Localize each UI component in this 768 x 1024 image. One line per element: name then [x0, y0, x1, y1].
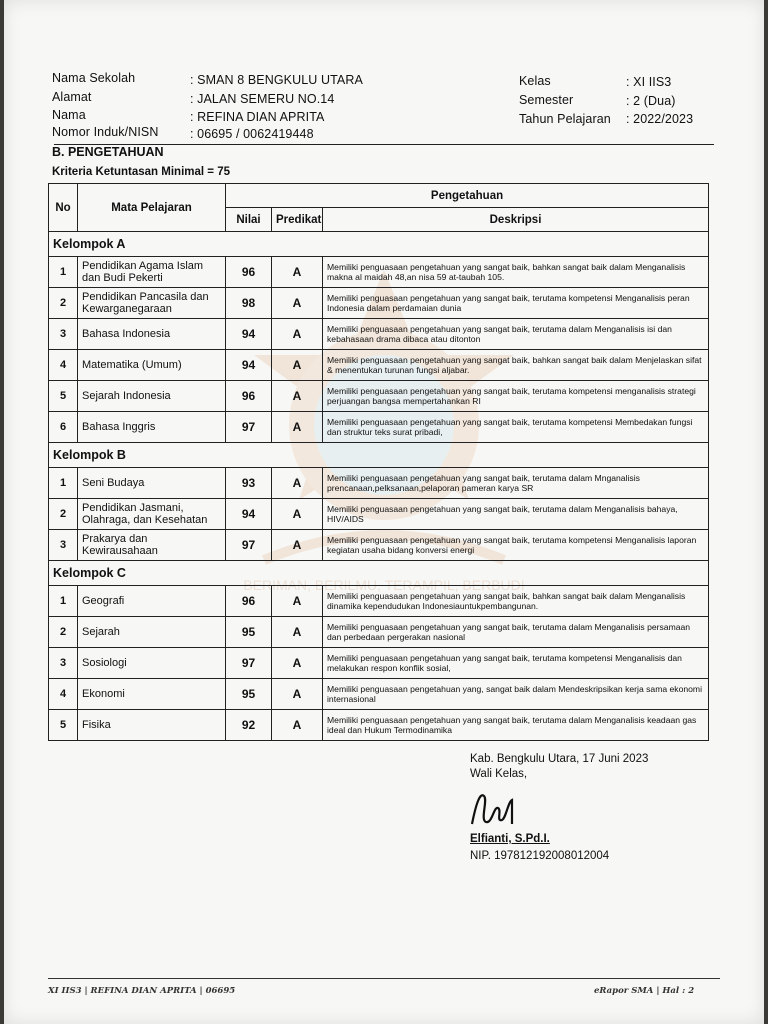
- col-header-predikat: Predikat: [272, 208, 323, 232]
- subject-name: Sosiologi: [78, 648, 226, 679]
- class-value: : XI IIS3: [626, 75, 672, 89]
- score-value: 96: [226, 257, 272, 288]
- footer-divider: [48, 978, 720, 979]
- table-row: [49, 499, 709, 530]
- semester-label: Semester: [519, 93, 574, 107]
- subject-name: Matematika (Umum): [78, 350, 226, 381]
- description-text: Memiliki penguasaan pengetahuan yang sangat baik, terutama dalam Menganalisis bahaya, HIV/AIDS: [323, 499, 709, 530]
- col-header-nilai: Nilai: [226, 208, 272, 232]
- semester-value: : 2 (Dua): [626, 94, 676, 108]
- subject-name: Pendidikan Jasmani, Olahraga, dan Kesehatan: [78, 499, 226, 530]
- student-name-label: Nama: [52, 108, 86, 122]
- score-value: 94: [226, 319, 272, 350]
- school-year-value: : 2022/2023: [626, 112, 694, 126]
- score-value: 92: [226, 710, 272, 741]
- subject-name: Ekonomi: [78, 679, 226, 710]
- report-page: [4, 0, 764, 1024]
- grade-predicate: A: [272, 468, 323, 499]
- table-row: [49, 468, 709, 499]
- table-row: [49, 530, 709, 561]
- sign-role: Wali Kelas,: [470, 768, 528, 780]
- grade-predicate: A: [272, 499, 323, 530]
- section-title: B. PENGETAHUAN: [52, 145, 164, 159]
- table-row: [49, 679, 709, 710]
- description-text: Memiliki penguasaan pengetahuan yang sangat baik, bahkan sangat baik dalam Menganalisis makna al maidah 48,an nisa 59 at-taubah 105.: [323, 257, 709, 288]
- grade-predicate: A: [272, 257, 323, 288]
- watermark-motto: BERIMAN, BERILMU, TERAMPIL, BERBUDI: [243, 577, 525, 593]
- school-year-label: Tahun Pelajaran: [519, 112, 611, 126]
- table-row: [49, 288, 709, 319]
- description-text: Memiliki penguasaan pengetahuan yang sangat baik, terutama dalam Menganalisis keadaan gas ideal dan Hukum Termodinamika: [323, 710, 709, 741]
- row-number: 2: [49, 288, 78, 319]
- row-number: 3: [49, 648, 78, 679]
- score-value: 94: [226, 499, 272, 530]
- score-value: 96: [226, 586, 272, 617]
- description-text: Memiliki penguasaan pengetahuan yang sangat baik, bahkan sangat baik dalam Menganalisis dinamika kependudukan Indonesiauntukpembangunan.: [323, 586, 709, 617]
- table-row: [49, 350, 709, 381]
- grade-predicate: A: [272, 586, 323, 617]
- score-value: 94: [226, 350, 272, 381]
- teacher-name: Elfianti, S.Pd.I.: [470, 833, 550, 845]
- grade-predicate: A: [272, 350, 323, 381]
- grade-predicate: A: [272, 617, 323, 648]
- score-value: 96: [226, 381, 272, 412]
- row-number: 6: [49, 412, 78, 443]
- score-value: 95: [226, 679, 272, 710]
- group-name: Kelompok A: [49, 232, 709, 257]
- row-number: 2: [49, 617, 78, 648]
- sign-place-date: Kab. Bengkulu Utara, 17 Juni 2023: [470, 753, 649, 765]
- teacher-nip: NIP. 197812192008012004: [470, 850, 610, 862]
- grades-table: [48, 183, 709, 741]
- description-text: Memiliki penguasaan pengetahuan yang sangat baik, terutama dalam Mnganalisis prencanaan,pelksanaan,pelaporan pameran karya SR: [323, 468, 709, 499]
- school-name-label: Nama Sekolah: [52, 71, 136, 85]
- description-text: Memiliki penguasaan pengetahuan yang sangat baik, terutama kompetensi menganalisis strategi perjuangan bangsa mempertahankan RI: [323, 381, 709, 412]
- score-value: 95: [226, 617, 272, 648]
- row-number: 1: [49, 586, 78, 617]
- description-text: Memiliki penguasaan pengetahuan yang sangat baik, terutama dalam Menganalisis isi dan kebahasaan drama dibaca atau ditonton: [323, 319, 709, 350]
- subject-name: Seni Budaya: [78, 468, 226, 499]
- subject-name: Pendidikan Agama Islam dan Budi Pekerti: [78, 257, 226, 288]
- student-id-value: : 06695 / 0062419448: [190, 127, 314, 141]
- footer-right: eRapor SMA | Hal : 2: [594, 986, 695, 996]
- grade-predicate: A: [272, 530, 323, 561]
- description-text: Memiliki penguasaan pengetahuan yang sangat baik, terutama kompetensi Menganalisis peran Indonesia dalam perdamaian dunia: [323, 288, 709, 319]
- score-value: 97: [226, 648, 272, 679]
- col-header-pengetahuan: Pengetahuan: [226, 184, 709, 208]
- col-header-no: No: [49, 184, 78, 232]
- table-row: [49, 710, 709, 741]
- student-id-label: Nomor Induk/NISN: [52, 125, 159, 139]
- table-row: [49, 412, 709, 443]
- kkm-text: Kriteria Ketuntasan Minimal = 75: [52, 166, 230, 178]
- row-number: 3: [49, 319, 78, 350]
- description-text: Memiliki penguasaan pengetahuan yang sangat baik, terutama kompetensi Menganalisis laporan kegiatan usaha bidang konversi energi: [323, 530, 709, 561]
- student-name-value: : REFINA DIAN APRITA: [190, 110, 325, 124]
- table-row: [49, 257, 709, 288]
- score-value: 97: [226, 412, 272, 443]
- grade-predicate: A: [272, 319, 323, 350]
- footer-left: XI IIS3 | REFINA DIAN APRITA | 06695: [48, 986, 236, 996]
- table-row: [49, 617, 709, 648]
- description-text: Memiliki penguasaan pengetahuan yang sangat baik, terutama kompetensi Menganalisis dan melakukan respon konflik sosial,: [323, 648, 709, 679]
- subject-name: Sejarah Indonesia: [78, 381, 226, 412]
- description-text: Memiliki penguasaan pengetahuan yang sangat baik, bahkan sangat baik dalam Menjelaskan sifat & menentukan turunan fungsi aljabar.: [323, 350, 709, 381]
- group-row: [49, 443, 709, 468]
- row-number: 2: [49, 499, 78, 530]
- subject-name: Bahasa Indonesia: [78, 319, 226, 350]
- row-number: 1: [49, 468, 78, 499]
- description-text: Memiliki penguasaan pengetahuan yang sangat baik, terutama dalam Menganalisis persamaan dan perbedaan pergerakan nasional: [323, 617, 709, 648]
- grade-predicate: A: [272, 679, 323, 710]
- row-number: 4: [49, 350, 78, 381]
- description-text: Memiliki penguasaan pengetahuan yang sangat baik, terutama kompetensi Membedakan fungsi dan struktur teks surat pribadi,: [323, 412, 709, 443]
- grade-predicate: A: [272, 381, 323, 412]
- group-name: Kelompok C: [49, 561, 709, 586]
- grade-predicate: A: [272, 710, 323, 741]
- table-row: [49, 381, 709, 412]
- score-value: 97: [226, 530, 272, 561]
- grade-predicate: A: [272, 412, 323, 443]
- subject-name: Geografi: [78, 586, 226, 617]
- description-text: Memiliki penguasaan pengetahuan yang, sangat baik dalam Mendeskripsikan kerja sama ekonomi internasional: [323, 679, 709, 710]
- grade-predicate: A: [272, 648, 323, 679]
- table-row: [49, 586, 709, 617]
- table-row: [49, 319, 709, 350]
- col-header-subject: Mata Pelajaran: [78, 184, 226, 232]
- group-name: Kelompok B: [49, 443, 709, 468]
- grade-predicate: A: [272, 288, 323, 319]
- subject-name: Sejarah: [78, 617, 226, 648]
- score-value: 93: [226, 468, 272, 499]
- row-number: 5: [49, 710, 78, 741]
- col-header-deskripsi: Deskripsi: [323, 208, 709, 232]
- row-number: 5: [49, 381, 78, 412]
- class-label: Kelas: [519, 74, 551, 88]
- score-value: 98: [226, 288, 272, 319]
- subject-name: Fisika: [78, 710, 226, 741]
- address-label: Alamat: [52, 90, 92, 104]
- group-row: [49, 232, 709, 257]
- row-number: 4: [49, 679, 78, 710]
- subject-name: Bahasa Inggris: [78, 412, 226, 443]
- table-row: [49, 648, 709, 679]
- subject-name: Prakarya dan Kewirausahaan: [78, 530, 226, 561]
- school-name-value: : SMAN 8 BENGKULU UTARA: [190, 73, 363, 87]
- subject-name: Pendidikan Pancasila dan Kewarganegaraan: [78, 288, 226, 319]
- signature-scribble: [466, 784, 526, 834]
- address-value: : JALAN SEMERU NO.14: [190, 92, 335, 106]
- row-number: 3: [49, 530, 78, 561]
- row-number: 1: [49, 257, 78, 288]
- group-row: [49, 561, 709, 586]
